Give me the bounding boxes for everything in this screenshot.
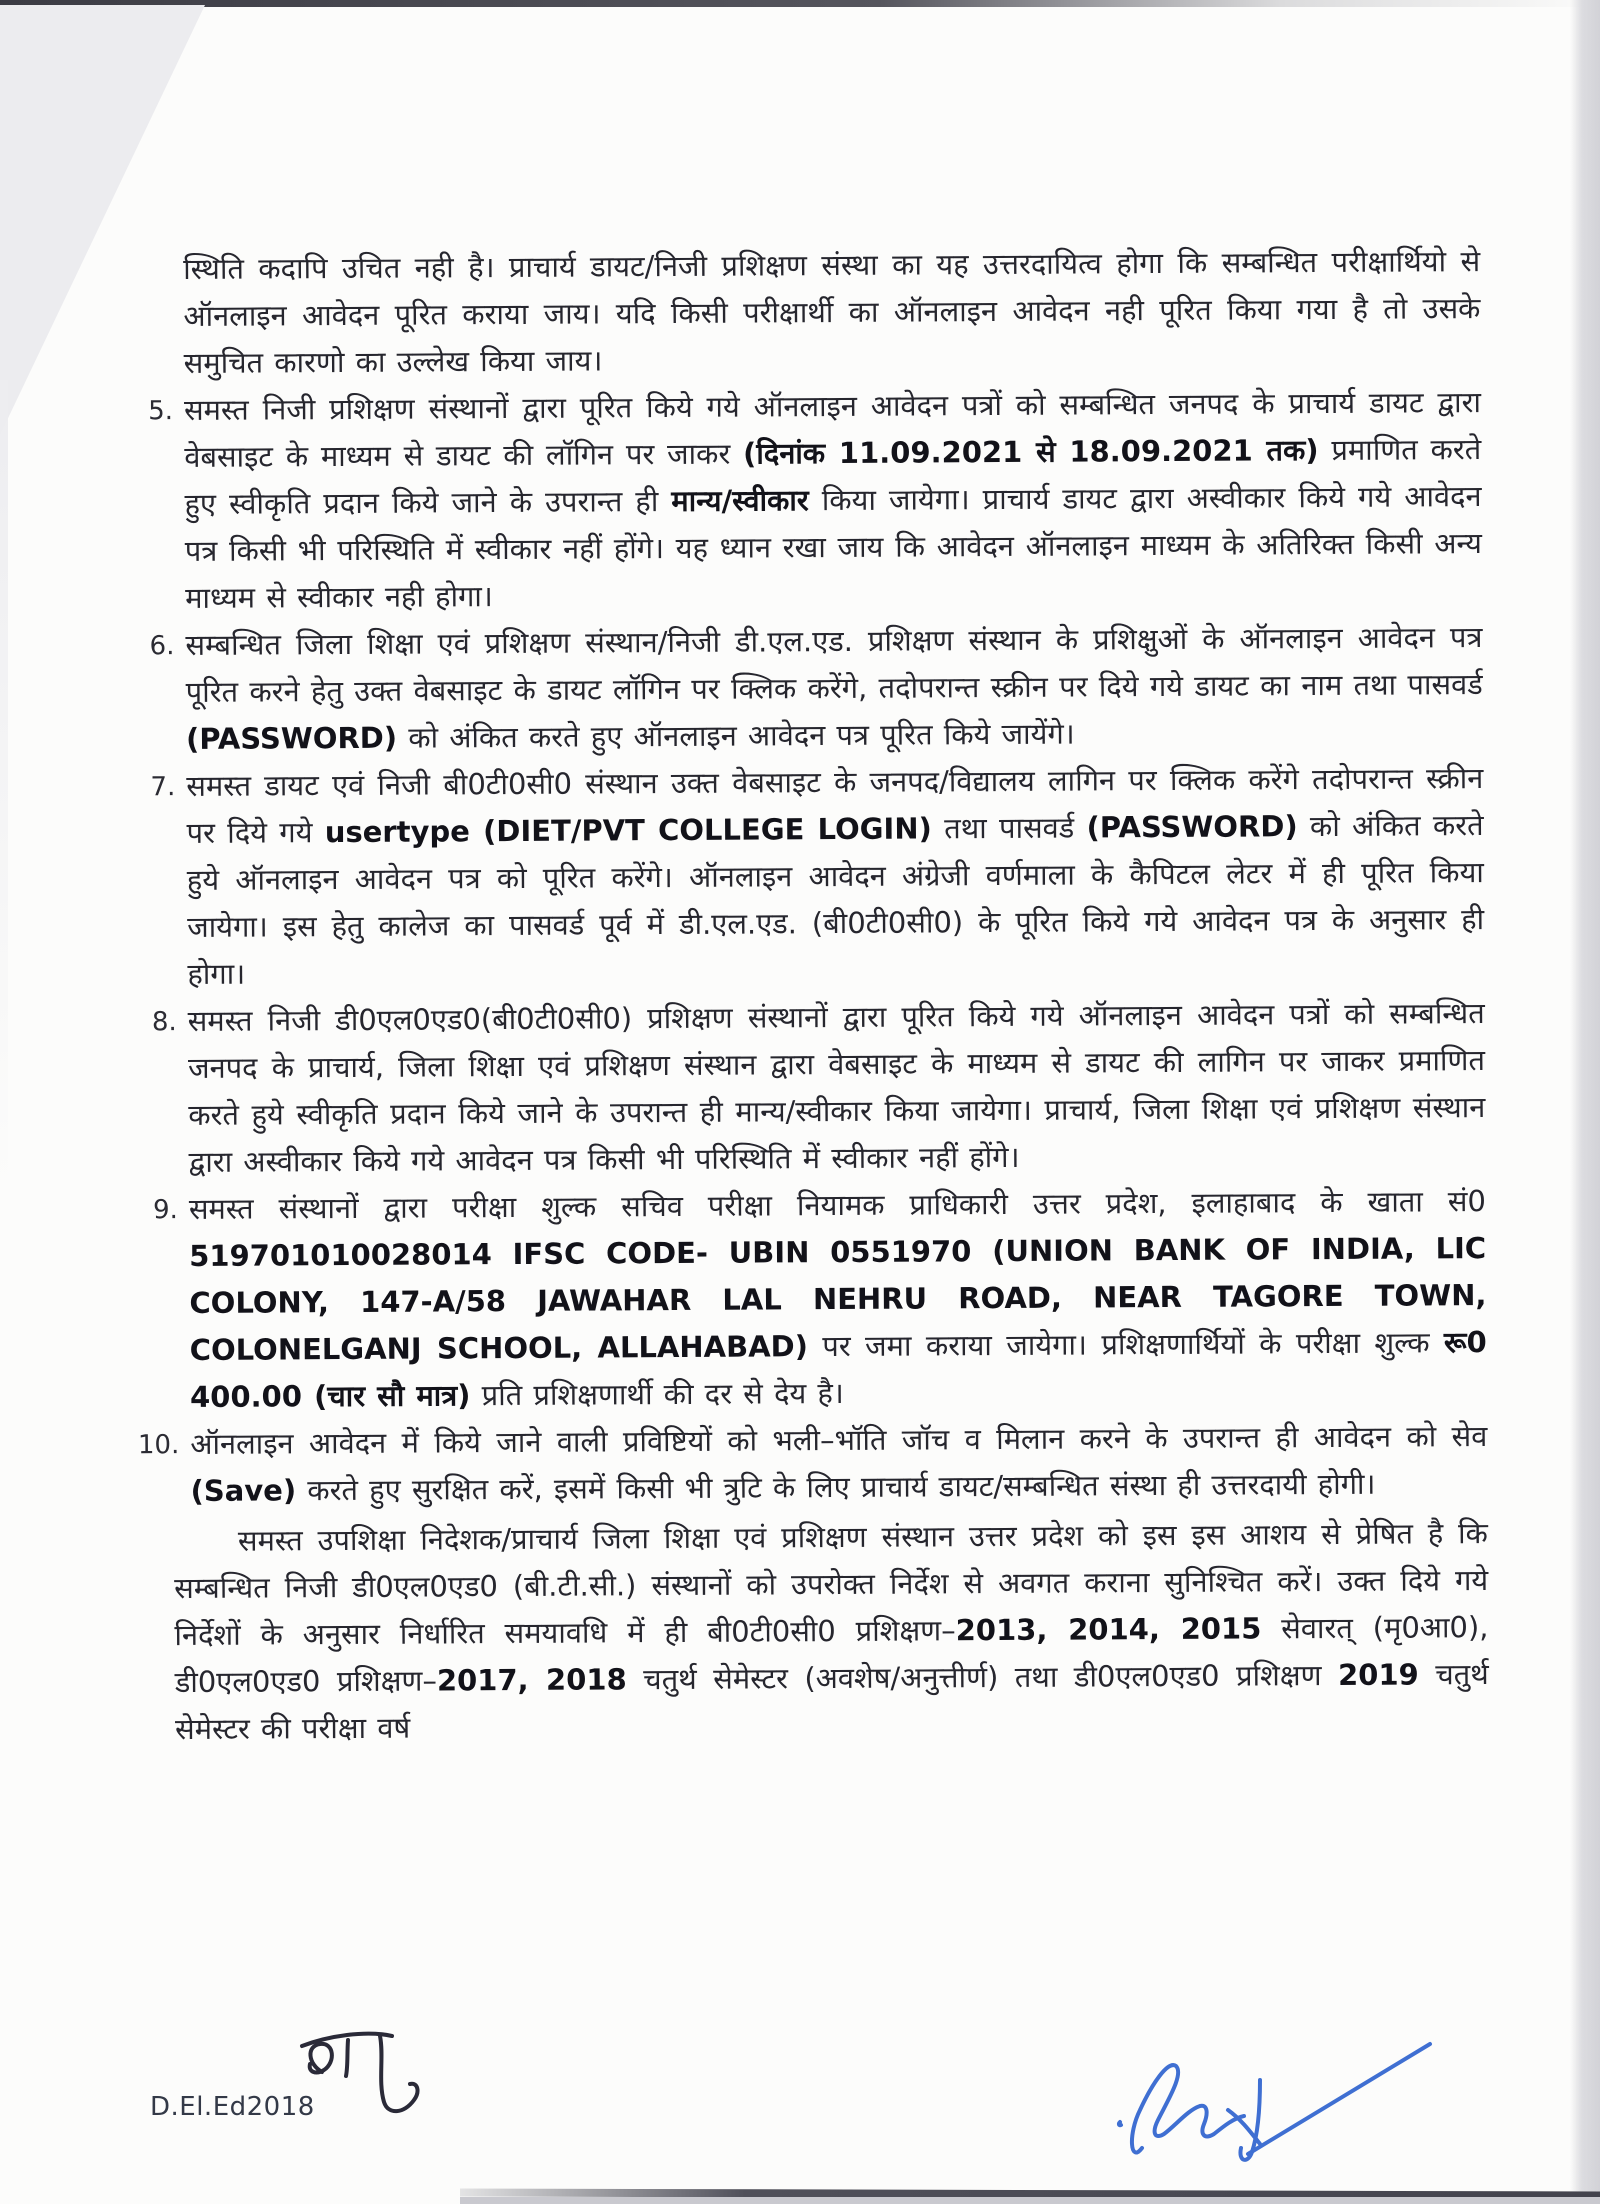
bold-run: (PASSWORD) [185, 720, 398, 756]
text-run: पर जमा कराया जायेगा। प्रशिक्षणार्थियों के परीक्षा शुल्क [807, 1325, 1445, 1364]
list-number: 5. [148, 396, 174, 427]
bold-run: 2013, 2014, 2015 [955, 1611, 1262, 1648]
bold-run: 519701010028014 IFSC CODE- UBIN 0551970 (UNION BANK OF INDIA, LIC COLONY, 147-A/58 JAWAHAR LAL NEHRU ROAD, NEAR TAGORE TOWN, COLONELGANJ SCHOOL, ALLAHABAD) [189, 1231, 1487, 1367]
text-run: प्रमाणित करते हुए स्वीकृति प्रदान किये जाने के उपरान्त ही [184, 432, 1482, 521]
list-item-7 [150, 755, 1485, 998]
intro-paragraph [183, 238, 1481, 387]
list-number: 9. [152, 1195, 178, 1226]
page-corner-fold [0, 5, 205, 435]
scan-left-edge [0, 380, 8, 1200]
list-item-10 [137, 1413, 1488, 1515]
bold-run: (Save) [190, 1473, 297, 1508]
list-item-5 [148, 379, 1482, 622]
bold-run: (PASSWORD) [1086, 809, 1298, 845]
list-item-6 [149, 614, 1483, 763]
scan-top-edge [0, 0, 1600, 7]
text-run: समस्त संस्थानों द्वारा परीक्षा शुल्क सचिव परीक्षा नियामक प्राधिकारी उत्तर प्रदेश, इलाहाबाद के खाता सं0 [188, 1184, 1486, 1226]
signature-blue-ink [1108, 2022, 1448, 2172]
bold-run: मान्य/स्वीकार [671, 483, 809, 519]
text-run: चतुर्थ सेमेस्टर (अवशेष/अनुत्तीर्ण) तथा डी0एल0एड0 प्रशिक्षण [626, 1657, 1339, 1697]
text-run: को अंकित करते हुये ऑनलाइन आवेदन पत्र को पूरित करेंगे। ऑनलाइन आवेदन अंग्रेजी वर्णमाला के कैपिटल लेटर में ही पूरित किया जायेगा। इस हेतु कालेज का पासवर्ड पूर्व में डी.एल.एड. (बी0टी0सी0) के पूरित किये गये आवेदन पत्र के अनुसार ही होगा। [186, 808, 1485, 991]
bold-run: (दिनांक 11.09.2021 से 18.09.2021 तक) [742, 433, 1319, 471]
bold-run: usertype (DIET/PVT COLLEGE LOGIN) [324, 811, 932, 850]
scan-right-edge [1570, 0, 1600, 2204]
text-run: समस्त निजी प्रशिक्षण संस्थानों द्वारा पूरित किये गये ऑनलाइन आवेदन पत्रों को सम्बन्धित जनपद के प्राचार्य डायट द्वारा वेबसाइट के माध्यम से डायट की लॉगिन पर जाकर [183, 385, 1482, 474]
footer-label: D.El.Ed2018 [150, 2092, 315, 2122]
bold-run: 2017, 2018 [436, 1662, 627, 1698]
text-run: किया जायेगा। प्राचार्य डायट द्वारा अस्वीकार किये गये आवेदन पत्र किसी भी परिस्थिति में स्वीकार नहीं होंगे। यह ध्यान रखा जाय कि आवेदन ऑनलाइन माध्यम के अतिरिक्त किसी अन्य माध्यम से स्वीकार नही होगा। [184, 479, 1482, 615]
text-run: सम्बन्धित जिला शिक्षा एवं प्रशिक्षण संस्थान/निजी डी.एल.एड. प्रशिक्षण संस्थान के प्रशिक्षुओं के ऑनलाइन आवेदन पत्र पूरित करने हेतु उक्त वेबसाइट के डायट लॉगिन पर क्लिक करेंगे, तदोपरान्त स्क्रीन पर दिये गये डायट का नाम तथा पासवर्ड [185, 620, 1483, 709]
scan-bottom-shadow [460, 2197, 1600, 2204]
text-run: सेवारत् (मृ0आ0), डी0एल0एड0 प्रशिक्षण– [174, 1610, 1489, 1700]
text-run: समस्त उपशिक्षा निदेशक/प्राचार्य जिला शिक्षा एवं प्रशिक्षण संस्थान उत्तर प्रदेश को इस इस आशय से प्रेषित है कि सम्बन्धित निजी डी0एल0एड0 (बी.टी.सी.) संस्थानों को उपरोक्त निर्देश से अवगत कराना सुनिश्चित करें। उक्त दिये गये निर्देशों के अनुसार निर्धारित समयावधि में ही बी0टी0सी0 प्रशिक्षण– [174, 1516, 1489, 1653]
text-run: प्रति प्रशिक्षणार्थी की दर से देय है। [470, 1375, 844, 1413]
text-run: करते हुए सुरक्षित करें, इसमें किसी भी त्रुटि के लिए प्राचार्य डायट/सम्बन्धित संस्था ही उत्तरदायी होगी। [296, 1466, 1376, 1508]
text-run: समस्त डायट एवं निजी बी0टी0सी0 संस्थान उक्त वेबसाइट के जनपद/विद्यालय लागिन पर क्लिक करेंगे तदोपरान्त स्क्रीन पर दिये गये [186, 761, 1484, 850]
list-number: 10. [137, 1430, 180, 1461]
text-run: चतुर्थ सेमेस्टर की परीक्षा वर्ष [174, 1657, 1489, 1747]
list-item-9 [152, 1178, 1487, 1421]
list-number: 8. [151, 1007, 177, 1038]
text-run: स्थिति कदापि उचित नही है। प्राचार्य डायट/निजी प्रशिक्षण संस्था का यह उत्तरदायित्व होगा कि सम्बन्धित परीक्षार्थियो से ऑनलाइन आवेदन पूरित कराया जाय। यदि किसी परीक्षार्थी का ऑनलाइन आवेदन नही पूरित किया गया है तो उसके समुचित कारणो का उल्लेख किया जाय। [183, 244, 1481, 380]
text-run: तथा पासवर्ड [931, 810, 1087, 846]
closing-paragraph [174, 1510, 1489, 1753]
bold-run: 2019 [1337, 1657, 1419, 1692]
document-body [137, 238, 1489, 1753]
text-run: ऑनलाइन आवेदन में किये जाने वाली प्रविष्टियों को भली–भॉति जॉच व मिलान करने के उपरान्त ही आवेदन को सेव [190, 1419, 1488, 1461]
text-run: समस्त निजी डी0एल0एड0(बी0टी0सी0) प्रशिक्षण संस्थानों द्वारा पूरित किये गये ऑनलाइन आवेदन पत्रों को सम्बन्धित जनपद के प्राचार्य, जिला शिक्षा एवं प्रशिक्षण संस्थान द्वारा वेबसाइट के माध्यम से डायट की लागिन पर जाकर प्रमाणित करते हुये स्वीकृति प्रदान किये जाने के उपरान्त ही मान्य/स्वीकार किया जायेगा। प्राचार्य, जिला शिक्षा एवं प्रशिक्षण संस्थान द्वारा अस्वीकार किये गये आवेदन पत्र किसी भी परिस्थिति में स्वीकार नहीं होंगे। [187, 996, 1486, 1179]
text-run: को अंकित करते हुए ऑनलाइन आवेदन पत्र पूरित किये जायेंगे। [396, 716, 1075, 755]
bold-run: रू0 400.00 (चार सौ मात्र) [189, 1325, 1487, 1414]
list-number: 6. [149, 631, 175, 662]
list-number: 7. [150, 772, 176, 803]
list-item-8 [151, 990, 1486, 1186]
